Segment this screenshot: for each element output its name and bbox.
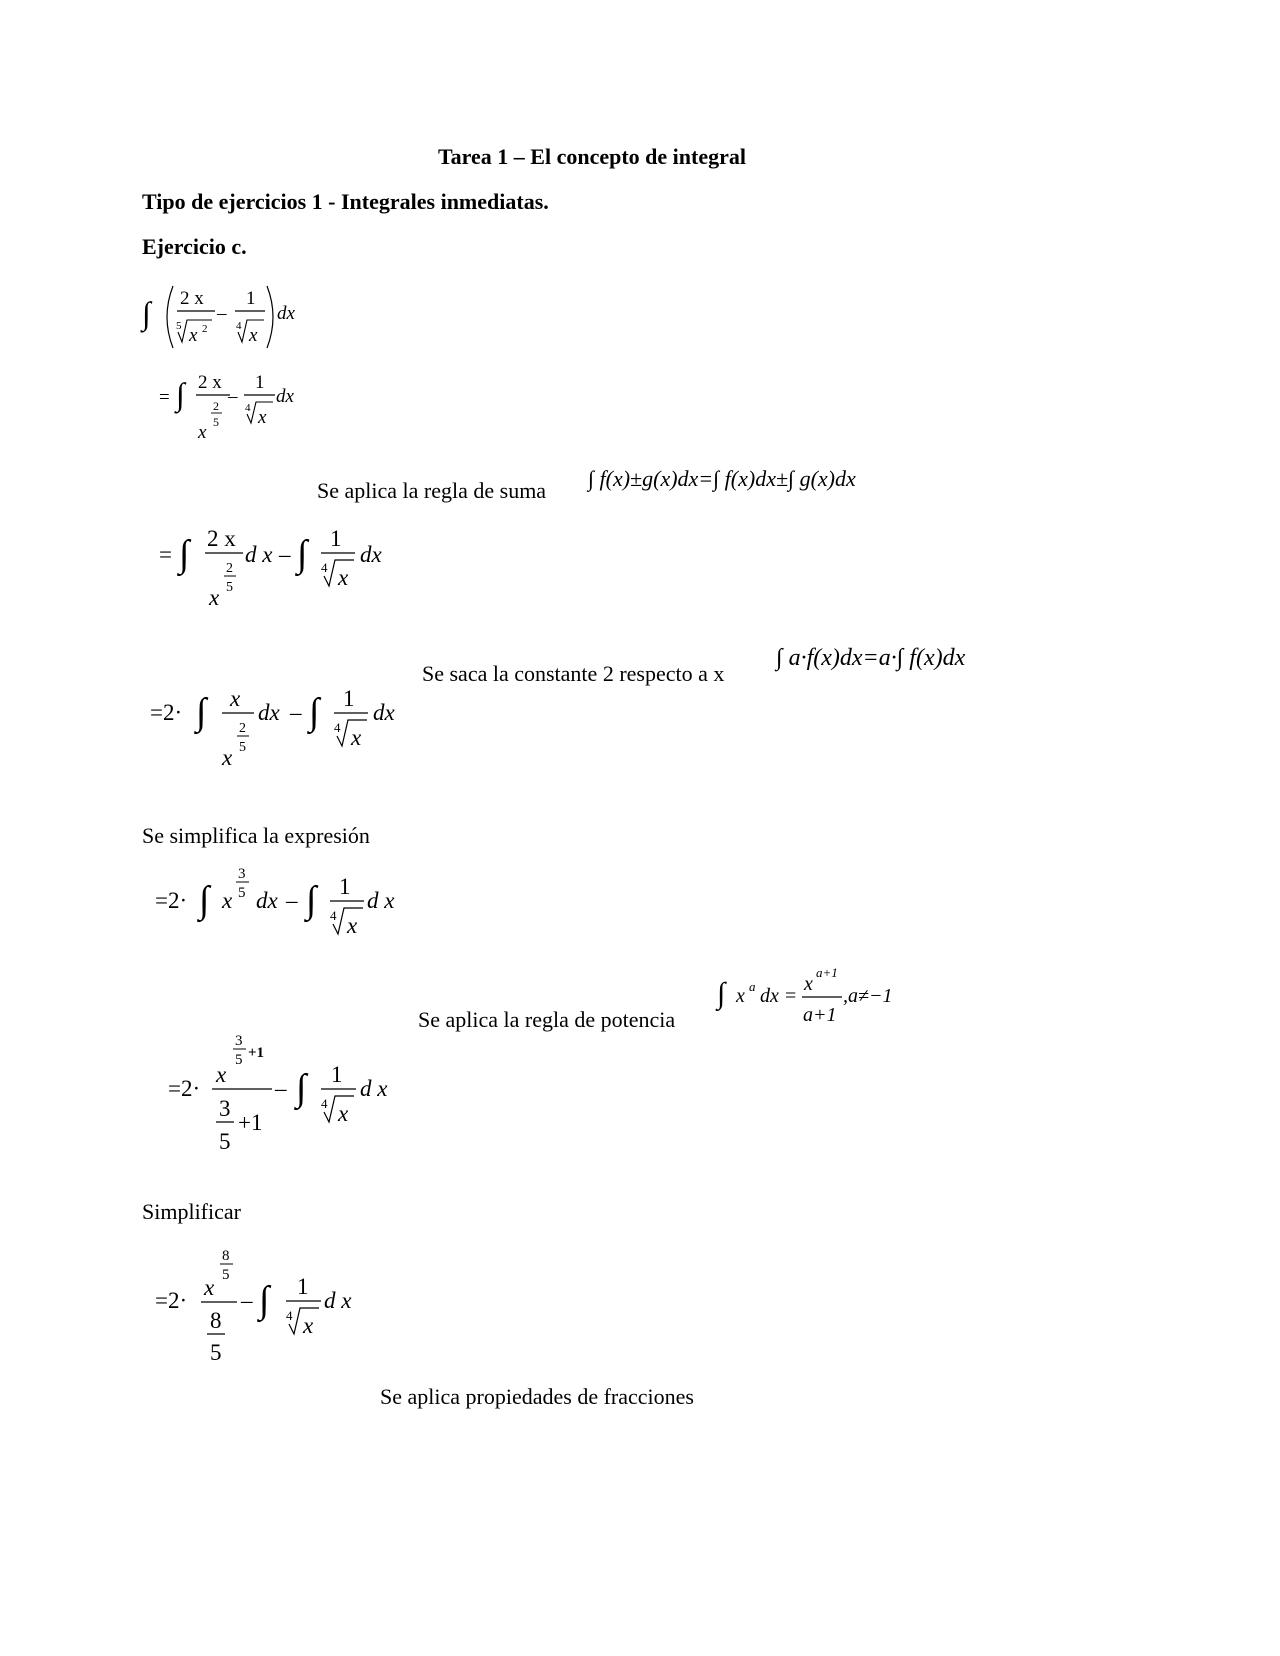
note-simplify-expression: Se simplifica la expresión: [142, 823, 370, 848]
numerator-x: x: [230, 686, 241, 711]
exp-num-3: 3: [235, 1033, 243, 1049]
exp-num-8: 8: [222, 1248, 230, 1264]
d-x: d x: [367, 888, 395, 913]
base-x: x: [222, 888, 233, 913]
left-paren: [167, 286, 173, 348]
integral-sign: ∫: [199, 879, 210, 921]
exp-plus-1: +1: [248, 1045, 265, 1061]
integral-sign: ∫: [306, 879, 317, 921]
dx: dx: [760, 985, 779, 1007]
root-index-4: 4: [245, 402, 251, 414]
rewritten-integral: [155, 365, 315, 450]
root-index-4: 4: [321, 560, 328, 575]
page-title: Tarea 1 – El concepto de integral: [438, 144, 746, 169]
integral-sign: ∫: [179, 533, 190, 575]
integral-sign: ∫: [196, 691, 207, 733]
minus-sign: –: [286, 888, 298, 913]
exp-den-5: 5: [213, 415, 219, 429]
right-paren: [267, 286, 273, 348]
two-dot: =2·: [155, 888, 188, 913]
exp-num-2: 2: [226, 561, 233, 576]
root-index-5: 5: [176, 320, 182, 332]
exp-den-5: 5: [222, 1267, 230, 1283]
simplified-result: [155, 1238, 385, 1373]
numerator-1: 1: [246, 288, 256, 309]
exp-den-5: 5: [226, 580, 233, 595]
den-num-3: 3: [219, 1096, 231, 1121]
two-dot: =2·: [155, 1288, 188, 1313]
dx: dx: [373, 700, 395, 725]
simplified-result-graphic: [155, 1238, 385, 1373]
equals-sign: =: [159, 387, 170, 408]
integral-sign: ∫: [297, 533, 308, 575]
power-rule-applied: [168, 1025, 418, 1160]
note-sum-rule: Se aplica la regla de suma: [317, 478, 547, 503]
rewritten-integral-graphic: [155, 365, 315, 450]
minus-sign: –: [228, 386, 238, 407]
root-index-4: 4: [334, 720, 341, 735]
note-power-rule: Se aplica la regla de potencia: [418, 1007, 676, 1032]
numerator-2x: 2 x: [180, 288, 204, 309]
exercise-type-heading: Tipo de ejercicios 1 - Integrales inmediatas.: [142, 189, 549, 214]
radicand-x: x: [189, 325, 198, 346]
exponent-a: a: [749, 979, 756, 994]
dx: dx: [277, 303, 295, 324]
d-x: d x: [360, 1076, 388, 1101]
root-index-4: 4: [236, 320, 242, 332]
exp-den-5: 5: [238, 885, 246, 901]
numerator-x: x: [804, 973, 813, 995]
split-integral-graphic: [155, 520, 405, 615]
minus-sign: –: [279, 542, 291, 567]
den-den-5: 5: [219, 1129, 231, 1154]
numerator-1: 1: [330, 526, 342, 551]
exercise-label: Ejercicio c.: [142, 234, 247, 259]
integral-sign: ∫: [176, 376, 185, 412]
minus-sign: –: [275, 1076, 287, 1101]
numerator-x: x: [216, 1062, 227, 1087]
numerator-1: 1: [339, 874, 351, 899]
root-index-4: 4: [321, 1096, 328, 1111]
simplified-integral: [155, 857, 415, 942]
radicand-x: x: [258, 407, 267, 428]
numerator-2x: 2 x: [198, 372, 222, 393]
dx: dx: [360, 542, 382, 567]
numerator-1: 1: [255, 372, 265, 393]
equals-sign: =: [159, 542, 172, 567]
integral-sign: ∫: [296, 1067, 307, 1109]
power-rule-graphic: [715, 955, 925, 1030]
two-dot: =2·: [150, 700, 183, 725]
root-index-4: 4: [330, 908, 337, 923]
note-fraction-properties: Se aplica propiedades de fracciones: [380, 1384, 694, 1409]
base-x: x: [736, 985, 745, 1007]
radicand-x: x: [338, 1101, 349, 1126]
base-x: x: [222, 745, 233, 770]
power-rule-applied-graphic: [168, 1025, 418, 1160]
integral-sign: ∫: [142, 295, 151, 331]
exponent-2: 2: [202, 323, 208, 335]
radicand-x: x: [303, 1313, 314, 1338]
exp-num-2: 2: [239, 721, 246, 736]
radicand-x: x: [249, 325, 258, 346]
sum-rule-formula: ∫ f(x)±g(x)dx=∫ f(x)dx±∫ g(x)dx: [588, 466, 856, 491]
condition: ,a≠−1: [843, 985, 893, 1007]
dx: dx: [256, 888, 278, 913]
base-x: x: [198, 422, 207, 443]
integral-sign: ∫: [717, 977, 726, 1010]
radicand-x: x: [338, 565, 349, 590]
radicand-x: x: [347, 913, 358, 938]
exp-den-5: 5: [239, 740, 246, 755]
original-integral-graphic: [140, 280, 310, 355]
minus-sign: –: [241, 1288, 253, 1313]
split-integral: [155, 520, 405, 615]
two-dot: =2·: [168, 1076, 201, 1101]
numerator-1: 1: [331, 1062, 343, 1087]
denominator-a-plus-1: a+1: [803, 1004, 837, 1026]
integral-sign: ∫: [259, 1279, 270, 1321]
constant-rule-formula: ∫ a·f(x)dx=a·∫ f(x)dx: [776, 645, 966, 671]
exponent-a-plus-1: a+1: [816, 965, 838, 980]
dx: dx: [258, 700, 280, 725]
exp-num-3: 3: [238, 866, 246, 882]
den-plus-1: +1: [238, 1110, 263, 1135]
numerator-1: 1: [297, 1274, 309, 1299]
numerator-1: 1: [343, 686, 355, 711]
exp-num-2: 2: [213, 399, 219, 413]
exp-den-5: 5: [235, 1052, 243, 1068]
constant-factored-graphic: [150, 680, 420, 775]
note-simplify: Simplificar: [142, 1199, 241, 1224]
power-rule-formula: [715, 955, 925, 1030]
numerator-2x: 2 x: [207, 526, 236, 551]
root-index-4: 4: [286, 1308, 293, 1323]
simplified-integral-graphic: [155, 857, 415, 942]
integral-sign: ∫: [309, 691, 320, 733]
minus-sign: –: [217, 303, 227, 324]
d-x: d x: [324, 1288, 352, 1313]
minus-sign: –: [290, 700, 302, 725]
den-num-8: 8: [210, 1308, 222, 1333]
d-x: d x: [245, 542, 273, 567]
dx: dx: [276, 386, 294, 407]
original-integral: [140, 280, 310, 355]
den-den-5: 5: [210, 1340, 222, 1365]
base-x: x: [209, 585, 220, 610]
equals-sign: =: [785, 985, 797, 1007]
constant-factored-integral: [150, 680, 420, 775]
numerator-x: x: [204, 1275, 215, 1300]
note-constant-out: Se saca la constante 2 respecto a x: [422, 661, 725, 686]
radicand-x: x: [351, 725, 362, 750]
